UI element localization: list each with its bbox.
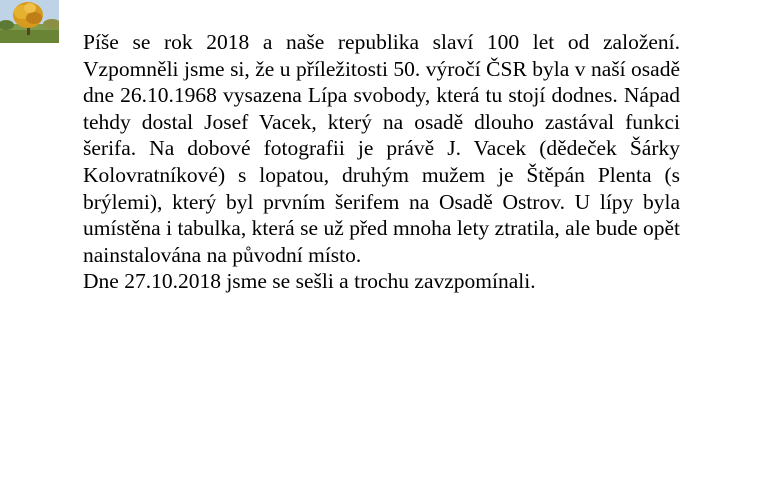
tree-photo-icon: [0, 0, 59, 43]
article-paragraph: Píše se rok 2018 a naše republika slaví 100 let od založení. Vzpomněli jsme si, že u příležitosti 50. výročí ČSR byla v naší osadě dne 26.10.1968 vysazena Lípa svobody, která tu stojí dodnes. Nápad tehdy dostal Josef Vacek, který na osadě dlouho zastával funkci šerifa. Na dobové fotografii je právě J. Vacek (dědeček Šárky Kolovratníkové) s lopatou, druhým mužem je Štěpán Plenta (s brýlemi), který byl prvním šerifem na Osadě Ostrov. U lípy byla umístěna i tabulka, která se už před mnoha lety ztratila, ale bude opět nainstalována na původní místo.: [83, 30, 680, 267]
tree-photo-thumbnail[interactable]: [0, 0, 59, 43]
article-text: [83, 29, 680, 295]
article-paragraph-closing: Dne 27.10.2018 jsme se sešli a trochu zavzpomínali.: [83, 269, 536, 294]
